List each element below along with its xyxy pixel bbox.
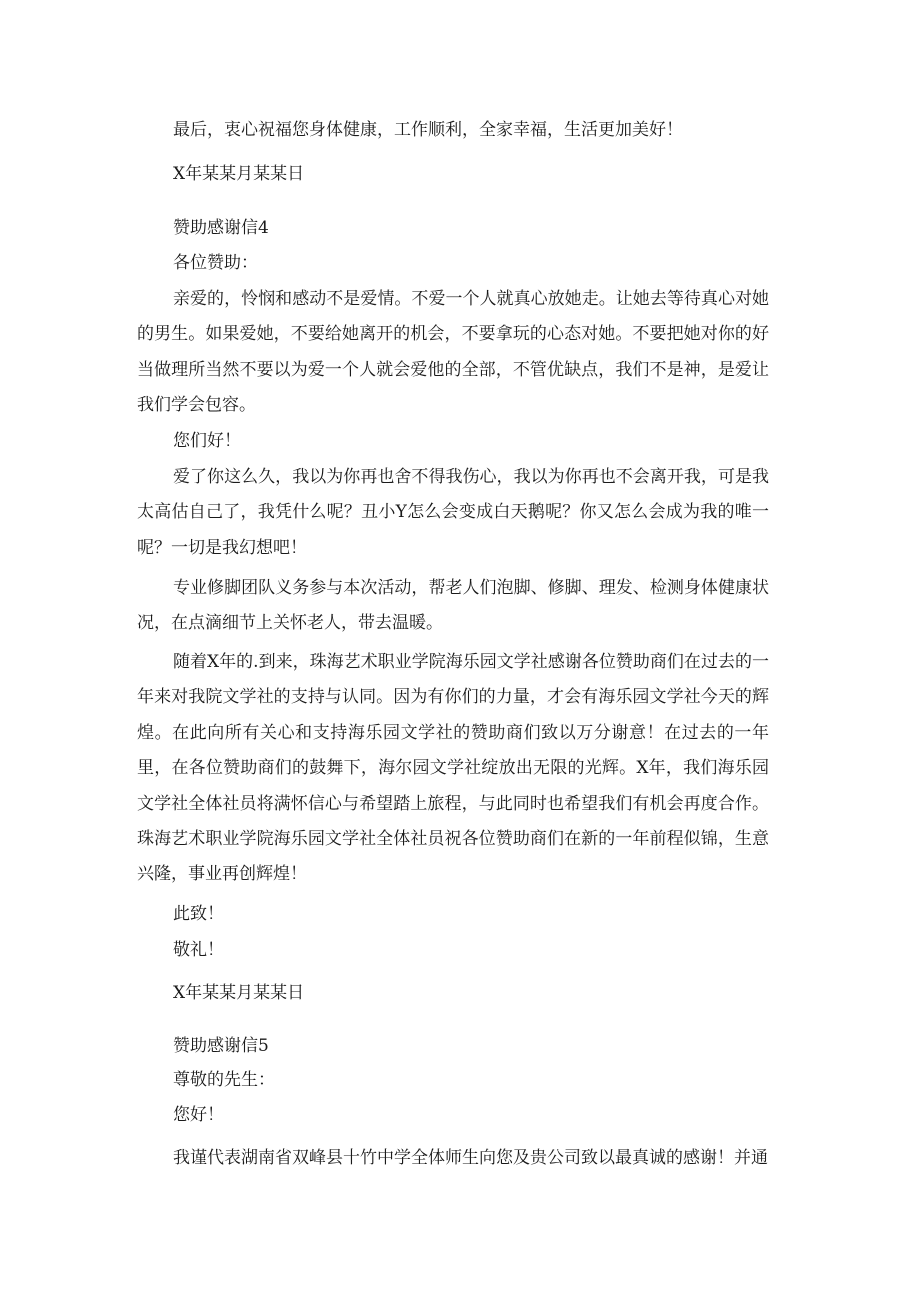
letter4-paragraph-1: 亲爱的，怜悯和感动不是爱情。不爱一个人就真心放她走。让她去等待真心对她的男生。如果爱她，不要给她离开的机会，不要拿玩的心态对她。不要把她对你的好当做理所当然不要以为爱一个人就会爱他的全部，不管优缺点，我们不是神，是爱让我们学会包容。	[137, 289, 769, 416]
letter4-greeting: 您们好！	[173, 431, 241, 451]
date-line: X年某某月某某日	[173, 164, 305, 184]
letter4-title: 赞助感谢信4	[173, 218, 269, 238]
letter4-closing-2: 敬礼！	[173, 940, 224, 960]
letter4-paragraph-2: 爱了你这么久，我以为你再也舍不得我伤心，我以为你再也不会离开我，可是我太高估自己了，我凭什么呢？丑小Y怎么会变成白天鹅呢？你又怎么会成为我的唯一呢？一切是我幻想吧！	[137, 467, 769, 558]
letter5-salutation: 尊敬的先生：	[173, 1070, 275, 1090]
letter4-salutation: 各位赞助：	[173, 253, 258, 273]
closing-wish: 最后，衷心祝福您身体健康，工作顺利，全家幸福，生活更加美好！	[173, 120, 683, 140]
letter4-paragraph-4: 随着X年的.到来，珠海艺术职业学院海乐园文学社感谢各位赞助商们在过去的一年来对我院文学社的支持与认同。因为有你们的力量，才会有海乐园文学社今天的辉煌。在此向所有关心和支持海乐园文学社的赞助商们致以万分谢意！在过去的一年里，在各位赞助商们的鼓舞下，海尔园文学社绽放出无限的光辉。X年，我们海乐园文学社全体社员将满怀信心与希望踏上旅程，与此同时也希望我们有机会再度合作。珠海艺术职业学院海乐园文学社全体社员祝各位赞助商们在新的一年前程似锦，生意兴隆，事业再创辉煌！	[137, 652, 769, 885]
letter5-title: 赞助感谢信5	[173, 1036, 269, 1056]
letter4-date: X年某某月某某日	[173, 983, 305, 1003]
letter4-closing-1: 此致！	[173, 904, 224, 924]
letter4-paragraph-3: 专业修脚团队义务参与本次活动，帮老人们泡脚、修脚、理发、检测身体健康状况，在点滴细节上关怀老人，带去温暖。	[137, 578, 769, 634]
letter5-greeting: 您好！	[173, 1105, 224, 1125]
letter5-paragraph-1: 我谨代表湖南省双峰县十竹中学全体师生向您及贵公司致以最真诚的感谢！并通	[173, 1148, 768, 1168]
